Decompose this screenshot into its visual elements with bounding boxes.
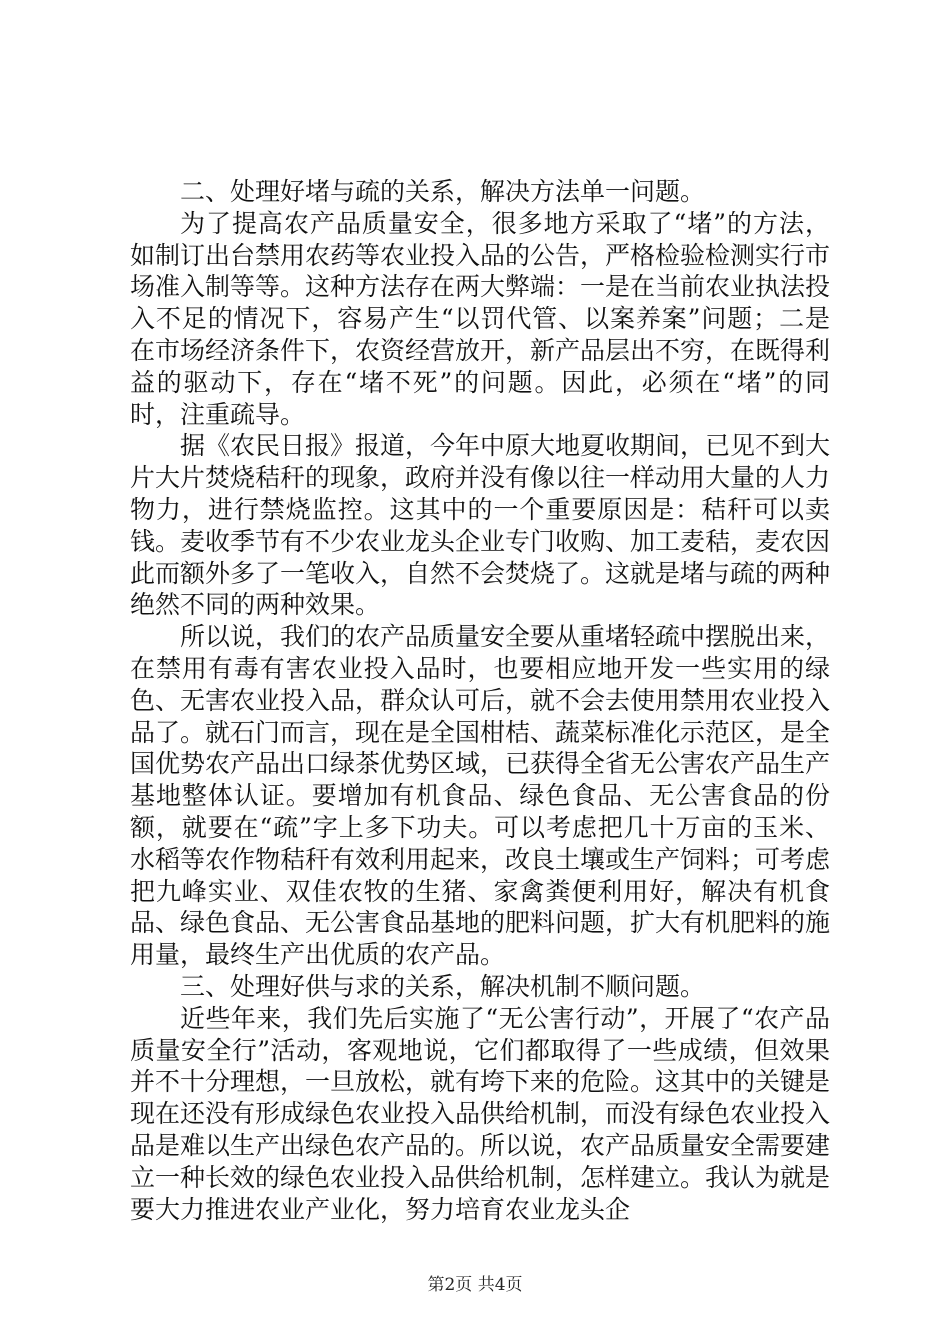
paragraph: 所以说，我们的农产品质量安全要从重堵轻疏中摆脱出来，在禁用有毒有害农业投入品时，也要相应地开发一些实用的绿色、无害农业投入品，群众认可后，就不会去使用禁用农业投入品了。就石门而言，现在是全国柑桔、蔬菜标准化示范区，是全国优势农产品出口绿茶优势区域，已获得全省无公害农产品生产基地整体认证。要增加有机食品、绿色食品、无公害食品的份额，就要在“疏”字上多下功夫。可以考虑把几十万亩的玉米、水稻等农作物秸秆有效利用起来，改良土壤或生产饲料；可考虑把九峰实业、双佳农牧的生猪、家禽粪便利用好，解决有机食品、绿色食品、无公害食品基地的肥料问题，扩大有机肥料的施用量，最终生产出优质的农产品。 [130, 622, 831, 970]
section-heading-3: 三、处理好供与求的关系，解决机制不顺问题。 [180, 971, 706, 1001]
paragraph: 为了提高农产品质量安全，很多地方采取了“堵”的方法，如制订出台禁用农药等农业投入品的公告，严格检验检测实行市场准入制等等。这种方法存在两大弊端：一是在当前农业执法投入不足的情况下，容易产生“以罚代管、以案养案”问题；二是在市场经济条件下，农资经营放开，新产品层出不穷，在既得利益的驱动下，存在“堵不死”的问题。因此，必须在“堵”的同时，注重疏导。 [130, 208, 831, 429]
section-heading-2: 二、处理好堵与疏的关系，解决方法单一问题。 [180, 177, 706, 206]
page-footer: 第2页 共4页 [427, 1275, 523, 1295]
paragraph: 近些年来，我们先后实施了“无公害行动”，开展了“农产品质量安全行”活动，客观地说，它们都取得了一些成绩，但效果并不十分理想，一旦放松，就有垮下来的危险。这其中的关键是现在还没有形成绿色农业投入品供给机制，而没有绿色农业投入品是难以生产出绿色农产品的。所以说，农产品质量安全需要建立一种长效的绿色农业投入品供给机制，怎样建立。我认为就是要大力推进农业产业化，努力培育农业龙头企 [130, 1003, 831, 1224]
paragraph: 据《农民日报》报道，今年中原大地夏收期间，已见不到大片大片焚烧秸秆的现象，政府并没有像以往一样动用大量的人力物力，进行禁烧监控。这其中的一个重要原因是：秸秆可以卖钱。麦收季节有不少农业龙头企业专门收购、加工麦秸，麦农因此而额外多了一笔收入，自然不会焚烧了。这就是堵与疏的两种绝然不同的两种效果。 [130, 431, 831, 620]
document-body [130, 176, 830, 1225]
